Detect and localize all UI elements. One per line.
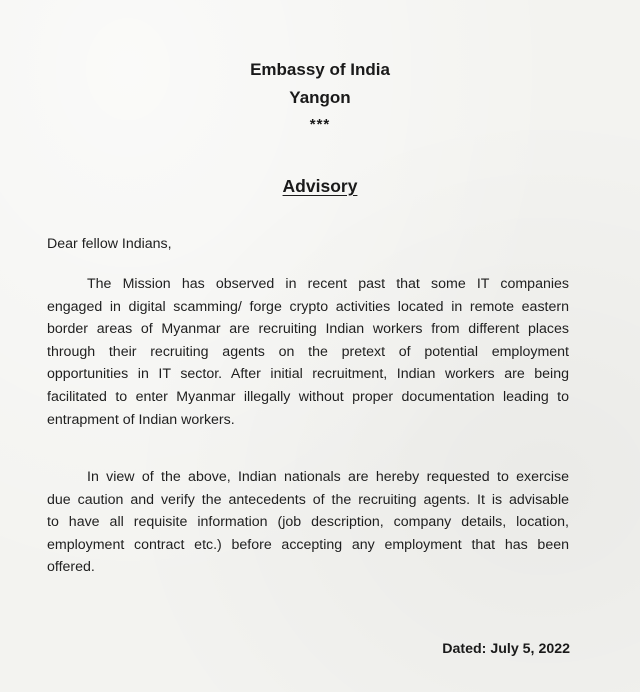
- heading-separator: ***: [309, 116, 331, 133]
- city-heading: Yangon: [289, 88, 351, 107]
- paragraph-line: In view of the above, Indian nationals are hereby requested to exercise: [87, 469, 569, 485]
- paragraph-line: entrapment of Indian workers.: [47, 411, 235, 428]
- advisory-title: Advisory: [282, 176, 358, 196]
- salutation: Dear fellow Indians,: [47, 236, 172, 252]
- paragraph-line: due caution and verify the antecedents of the recruiting agents. It is advisable: [47, 491, 569, 508]
- dated-line: Dated: July 5, 2022: [442, 641, 570, 657]
- paragraph-line: through their recruiting agents on the pretext of potential employment: [47, 343, 569, 360]
- paragraph-line: border areas of Myanmar are recruiting Indian workers from different places: [47, 321, 569, 338]
- organization-heading: Embassy of India: [250, 60, 390, 79]
- paragraph-line: The Mission has observed in recent past that some IT companies: [87, 276, 569, 292]
- paragraph-line: facilitated to enter Myanmar illegally without proper documentation leading to: [47, 388, 569, 405]
- paragraph-line: opportunities in IT sector. After initial recruitment, Indian workers are being: [47, 366, 569, 383]
- paragraph-line: to have all requisite information (job description, company details, location,: [47, 514, 569, 531]
- paragraph-line: employment contract etc.) before accepting any employment that has been: [47, 536, 569, 553]
- paragraph-observation: [47, 273, 569, 431]
- paragraph-line: offered.: [47, 559, 95, 576]
- paragraph-line: engaged in digital scamming/ forge crypto activities located in remote eastern: [47, 298, 569, 315]
- paragraph-request: [47, 466, 569, 579]
